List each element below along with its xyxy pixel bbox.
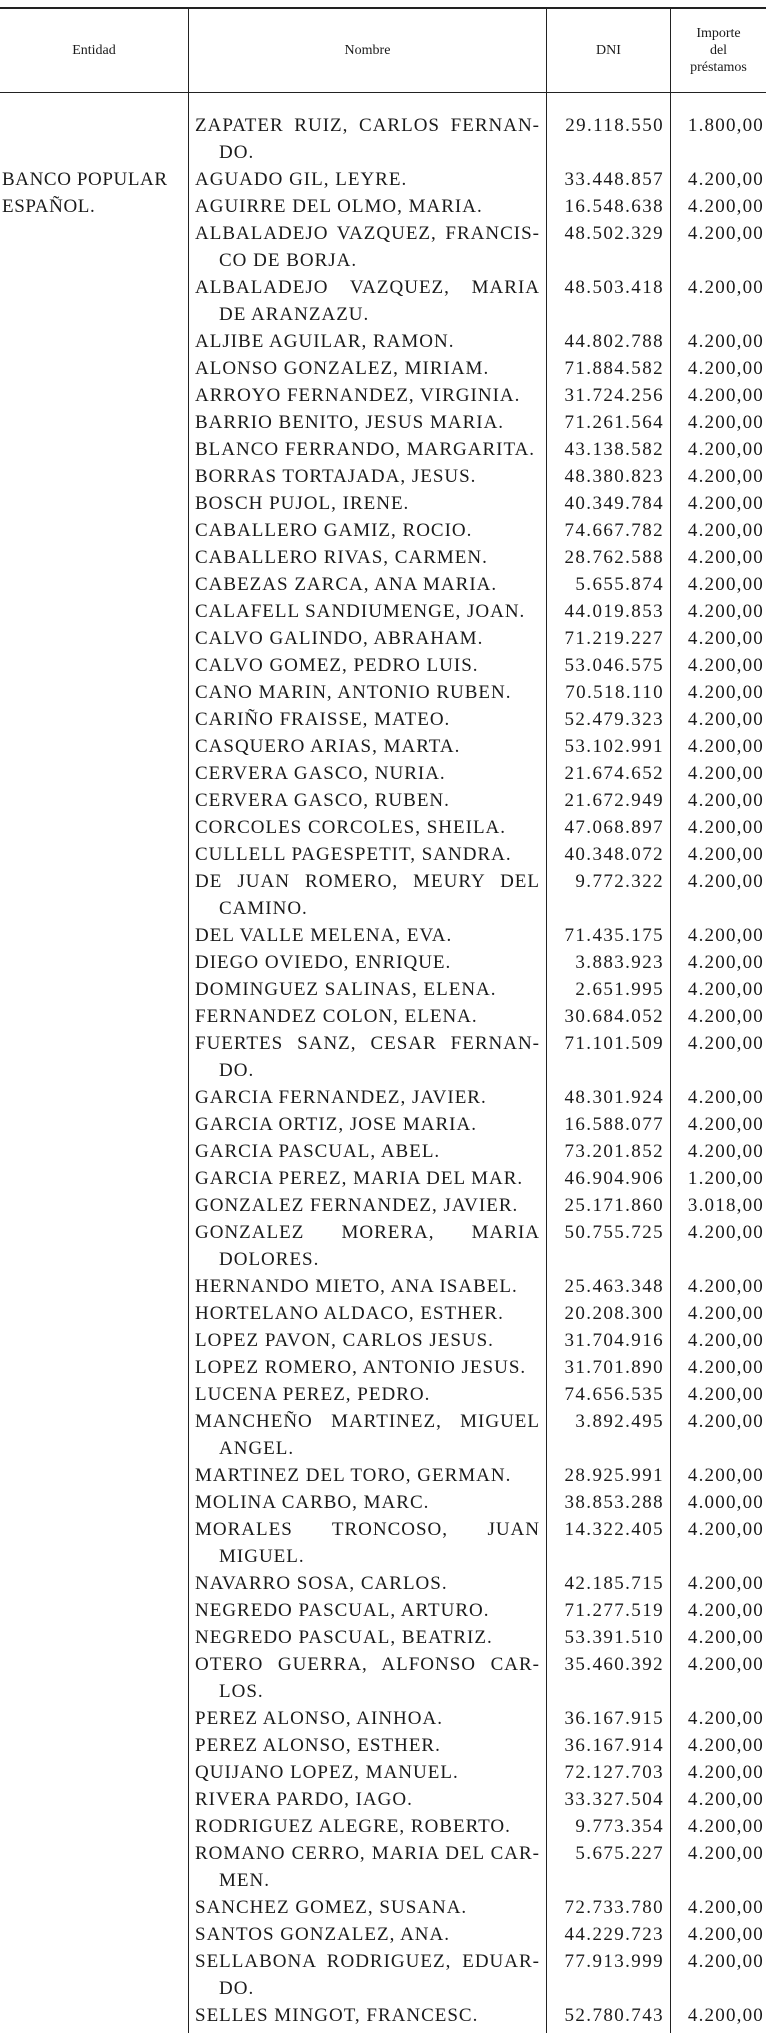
- row-importe: 4.200,00: [687, 952, 764, 973]
- row-name: CARIÑO FRAISSE, MATEO.: [195, 709, 451, 730]
- row-dni: 21.674.652: [564, 763, 664, 784]
- row-name: SELLES MINGOT, FRANCESC.: [195, 2005, 479, 2026]
- row-dni: 9.773.354: [575, 1816, 664, 1837]
- row-name-continuation: DO.: [219, 142, 255, 163]
- row-dni: 33.327.504: [564, 1789, 664, 1810]
- row-importe: 4.200,00: [687, 1789, 764, 1810]
- row-name: GARCIA PEREZ, MARIA DEL MAR.: [195, 1168, 524, 1189]
- row-importe: 4.200,00: [687, 709, 764, 730]
- row-name: MORALES TRONCOSO, JUAN: [195, 1519, 540, 1540]
- row-name: SANCHEZ GOMEZ, SUSANA.: [195, 1897, 468, 1918]
- row-dni: 44.229.723: [564, 1924, 664, 1945]
- row-dni: 36.167.915: [564, 1708, 664, 1729]
- row-name: BOSCH PUJOL, IRENE.: [195, 493, 410, 514]
- row-name: QUIJANO LOPEZ, MANUEL.: [195, 1762, 459, 1783]
- row-name: ALBALADEJO VAZQUEZ, MARIA: [195, 277, 540, 298]
- row-dni: 5.675.227: [575, 1843, 664, 1864]
- row-name: BARRIO BENITO, JESUS MARIA.: [195, 412, 505, 433]
- row-dni: 3.892.495: [575, 1411, 664, 1432]
- row-name: GONZALEZ FERNANDEZ, JAVIER.: [195, 1195, 519, 1216]
- row-importe: 4.200,00: [687, 223, 764, 244]
- row-importe: 4.200,00: [687, 790, 764, 811]
- row-dni: 44.802.788: [564, 331, 664, 352]
- row-dni: 70.518.110: [565, 682, 664, 703]
- row-dni: 53.391.510: [564, 1627, 664, 1648]
- row-name: ALBALADEJO VAZQUEZ, FRANCIS-: [195, 223, 540, 244]
- row-dni: 33.448.857: [564, 169, 664, 190]
- row-importe: 4.200,00: [687, 277, 764, 298]
- row-name: PEREZ ALONSO, ESTHER.: [195, 1735, 441, 1756]
- row-dni: 16.548.638: [564, 196, 664, 217]
- row-importe: 4.200,00: [687, 466, 764, 487]
- row-name: GARCIA PASCUAL, ABEL.: [195, 1141, 441, 1162]
- row-importe: 4.200,00: [687, 1897, 764, 1918]
- row-name-continuation: LOS.: [219, 1681, 264, 1702]
- row-name: SELLABONA RODRIGUEZ, EDUAR-: [195, 1951, 540, 1972]
- row-name: CORCOLES CORCOLES, SHEILA.: [195, 817, 507, 838]
- row-importe: 4.200,00: [687, 1519, 764, 1540]
- row-importe: 4.200,00: [687, 736, 764, 757]
- row-importe: 4.200,00: [687, 1006, 764, 1027]
- row-dni: 20.208.300: [564, 1303, 664, 1324]
- row-importe: 4.200,00: [687, 925, 764, 946]
- row-importe: 4.200,00: [687, 1708, 764, 1729]
- row-importe: 4.200,00: [687, 1600, 764, 1621]
- row-dni: 31.724.256: [564, 385, 664, 406]
- row-dni: 77.913.999: [564, 1951, 664, 1972]
- row-dni: 53.046.575: [564, 655, 664, 676]
- row-dni: 43.138.582: [564, 439, 664, 460]
- row-importe: 4.200,00: [687, 979, 764, 1000]
- row-dni: 72.127.703: [564, 1762, 664, 1783]
- header-importe-line: Importe: [696, 26, 741, 41]
- row-name: GONZALEZ MORERA, MARIA: [195, 1222, 540, 1243]
- row-importe: 4.200,00: [687, 763, 764, 784]
- row-name: CULLELL PAGESPETIT, SANDRA.: [195, 844, 512, 865]
- entidad-name: ESPAÑOL.: [2, 196, 96, 217]
- row-name: DE JUAN ROMERO, MEURY DEL: [195, 871, 540, 892]
- row-name: ZAPATER RUIZ, CARLOS FERNAN-: [195, 115, 540, 136]
- row-name-continuation: DOLORES.: [219, 1249, 320, 1270]
- row-name: LUCENA PEREZ, PEDRO.: [195, 1384, 431, 1405]
- row-name: ALONSO GONZALEZ, MIRIAM.: [195, 358, 490, 379]
- row-importe: 4.200,00: [687, 1465, 764, 1486]
- row-name: NEGREDO PASCUAL, BEATRIZ.: [195, 1627, 493, 1648]
- row-dni: 50.755.725: [564, 1222, 664, 1243]
- row-dni: 52.479.323: [564, 709, 664, 730]
- header-dni: DNI: [596, 43, 621, 58]
- row-dni: 71.101.509: [564, 1033, 664, 1054]
- row-dni: 46.904.906: [564, 1168, 664, 1189]
- row-dni: 5.655.874: [575, 574, 664, 595]
- row-dni: 48.502.329: [564, 223, 664, 244]
- row-importe: 4.200,00: [687, 1357, 764, 1378]
- row-dni: 40.349.784: [564, 493, 664, 514]
- row-dni: 28.925.991: [564, 1465, 664, 1486]
- row-name: MARTINEZ DEL TORO, GERMAN.: [195, 1465, 512, 1486]
- row-importe: 4.200,00: [687, 682, 764, 703]
- row-dni: 16.588.077: [564, 1114, 664, 1135]
- row-name-continuation: CAMINO.: [219, 898, 308, 919]
- row-name: PEREZ ALONSO, AINHOA.: [195, 1708, 443, 1729]
- row-dni: 25.171.860: [564, 1195, 664, 1216]
- row-dni: 48.301.924: [564, 1087, 664, 1108]
- row-name-continuation: DO.: [219, 1060, 255, 1081]
- row-dni: 74.656.535: [564, 1384, 664, 1405]
- row-dni: 71.277.519: [564, 1600, 664, 1621]
- row-name: CALAFELL SANDIUMENGE, JOAN.: [195, 601, 526, 622]
- row-importe: 4.200,00: [687, 871, 764, 892]
- row-name: HORTELANO ALDACO, ESTHER.: [195, 1303, 504, 1324]
- row-importe: 4.000,00: [687, 1492, 764, 1513]
- row-name: DOMINGUEZ SALINAS, ELENA.: [195, 979, 497, 1000]
- row-dni: 40.348.072: [564, 844, 664, 865]
- row-importe: 4.200,00: [687, 1033, 764, 1054]
- row-name: ARROYO FERNANDEZ, VIRGINIA.: [195, 385, 521, 406]
- row-name: NEGREDO PASCUAL, ARTURO.: [195, 1600, 490, 1621]
- row-dni: 14.322.405: [564, 1519, 664, 1540]
- row-importe: 4.200,00: [687, 1735, 764, 1756]
- row-importe: 4.200,00: [687, 1222, 764, 1243]
- row-name: CALVO GOMEZ, PEDRO LUIS.: [195, 655, 479, 676]
- row-name: OTERO GUERRA, ALFONSO CAR-: [195, 1654, 540, 1675]
- row-name-continuation: MEN.: [219, 1870, 270, 1891]
- row-dni: 53.102.991: [564, 736, 664, 757]
- row-name: CANO MARIN, ANTONIO RUBEN.: [195, 682, 512, 703]
- row-importe: 4.200,00: [687, 1843, 764, 1864]
- row-importe: 4.200,00: [687, 1384, 764, 1405]
- row-name: DIEGO OVIEDO, ENRIQUE.: [195, 952, 452, 973]
- row-importe: 1.200,00: [687, 1168, 764, 1189]
- row-name-continuation: MIGUEL.: [219, 1546, 305, 1567]
- row-name: SANTOS GONZALEZ, ANA.: [195, 1924, 450, 1945]
- row-importe: 4.200,00: [687, 601, 764, 622]
- row-importe: 4.200,00: [687, 1141, 764, 1162]
- row-name: CASQUERO ARIAS, MARTA.: [195, 736, 461, 757]
- row-importe: 4.200,00: [687, 1573, 764, 1594]
- row-importe: 4.200,00: [687, 1087, 764, 1108]
- row-dni: 38.853.288: [564, 1492, 664, 1513]
- row-name: CABALLERO RIVAS, CARMEN.: [195, 547, 488, 568]
- row-dni: 72.733.780: [564, 1897, 664, 1918]
- row-name: CERVERA GASCO, NURIA.: [195, 763, 446, 784]
- row-importe: 4.200,00: [687, 196, 764, 217]
- row-dni: 52.780.743: [564, 2005, 664, 2026]
- row-importe: 4.200,00: [687, 844, 764, 865]
- row-name: AGUIRRE DEL OLMO, MARIA.: [195, 196, 483, 217]
- row-dni: 71.435.175: [564, 925, 664, 946]
- row-name: LOPEZ PAVON, CARLOS JESUS.: [195, 1330, 494, 1351]
- row-name-continuation: ANGEL.: [219, 1438, 295, 1459]
- row-importe: 1.800,00: [687, 115, 764, 136]
- row-importe: 4.200,00: [687, 1330, 764, 1351]
- row-dni: 21.672.949: [564, 790, 664, 811]
- row-name: CABALLERO GAMIZ, ROCIO.: [195, 520, 473, 541]
- row-importe: 4.200,00: [687, 574, 764, 595]
- row-name: RODRIGUEZ ALEGRE, ROBERTO.: [195, 1816, 511, 1837]
- row-name: LOPEZ ROMERO, ANTONIO JESUS.: [195, 1357, 527, 1378]
- header-importe-line: préstamos: [690, 60, 747, 75]
- row-name: CALVO GALINDO, ABRAHAM.: [195, 628, 484, 649]
- row-name: ALJIBE AGUILAR, RAMON.: [195, 331, 455, 352]
- row-dni: 25.463.348: [564, 1276, 664, 1297]
- row-name: HERNANDO MIETO, ANA ISABEL.: [195, 1276, 518, 1297]
- row-name: CABEZAS ZARCA, ANA MARIA.: [195, 574, 498, 595]
- row-importe: 4.200,00: [687, 1276, 764, 1297]
- row-dni: 71.261.564: [564, 412, 664, 433]
- row-name: GARCIA ORTIZ, JOSE MARIA.: [195, 1114, 477, 1135]
- row-name: FERNANDEZ COLON, ELENA.: [195, 1006, 478, 1027]
- row-dni: 74.667.782: [564, 520, 664, 541]
- row-name: FUERTES SANZ, CESAR FERNAN-: [195, 1033, 540, 1054]
- row-name: AGUADO GIL, LEYRE.: [195, 169, 408, 190]
- row-importe: 3.018,00: [687, 1195, 764, 1216]
- row-importe: 4.200,00: [687, 1303, 764, 1324]
- row-name-continuation: CO DE BORJA.: [219, 250, 358, 271]
- row-importe: 4.200,00: [687, 1762, 764, 1783]
- row-importe: 4.200,00: [687, 2005, 764, 2026]
- row-dni: 48.503.418: [564, 277, 664, 298]
- row-dni: 31.701.890: [564, 1357, 664, 1378]
- row-importe: 4.200,00: [687, 412, 764, 433]
- row-dni: 35.460.392: [564, 1654, 664, 1675]
- row-importe: 4.200,00: [687, 331, 764, 352]
- row-importe: 4.200,00: [687, 1816, 764, 1837]
- row-name-continuation: DE ARANZAZU.: [219, 304, 370, 325]
- row-name: NAVARRO SOSA, CARLOS.: [195, 1573, 448, 1594]
- row-importe: 4.200,00: [687, 358, 764, 379]
- row-importe: 4.200,00: [687, 547, 764, 568]
- row-dni: 71.219.227: [564, 628, 664, 649]
- row-name: MANCHEÑO MARTINEZ, MIGUEL: [195, 1411, 540, 1432]
- row-name: GARCIA FERNANDEZ, JAVIER.: [195, 1087, 487, 1108]
- row-dni: 44.019.853: [564, 601, 664, 622]
- row-name: DEL VALLE MELENA, EVA.: [195, 925, 453, 946]
- row-importe: 4.200,00: [687, 439, 764, 460]
- row-dni: 48.380.823: [564, 466, 664, 487]
- row-dni: 73.201.852: [564, 1141, 664, 1162]
- row-name: CERVERA GASCO, RUBEN.: [195, 790, 450, 811]
- row-dni: 28.762.588: [564, 547, 664, 568]
- row-name: BLANCO FERRANDO, MARGARITA.: [195, 439, 536, 460]
- row-name-continuation: DO.: [219, 1978, 255, 1999]
- entidad-name: BANCO POPULAR: [2, 169, 168, 190]
- row-dni: 71.884.582: [564, 358, 664, 379]
- row-importe: 4.200,00: [687, 1951, 764, 1972]
- header-importe: [671, 8, 766, 93]
- row-dni: 36.167.914: [564, 1735, 664, 1756]
- row-dni: 29.118.550: [565, 115, 664, 136]
- row-importe: 4.200,00: [687, 1411, 764, 1432]
- row-dni: 30.684.052: [564, 1006, 664, 1027]
- row-importe: 4.200,00: [687, 169, 764, 190]
- row-importe: 4.200,00: [687, 1114, 764, 1135]
- row-dni: 31.704.916: [564, 1330, 664, 1351]
- column-divider: [188, 8, 189, 2033]
- row-importe: 4.200,00: [687, 385, 764, 406]
- row-importe: 4.200,00: [687, 493, 764, 514]
- row-importe: 4.200,00: [687, 817, 764, 838]
- header-nombre: Nombre: [344, 43, 391, 58]
- row-name: RIVERA PARDO, IAGO.: [195, 1789, 413, 1810]
- row-dni: 47.068.897: [564, 817, 664, 838]
- row-name: BORRAS TORTAJADA, JESUS.: [195, 466, 477, 487]
- row-dni: 42.185.715: [564, 1573, 664, 1594]
- row-importe: 4.200,00: [687, 1654, 764, 1675]
- row-name: MOLINA CARBO, MARC.: [195, 1492, 430, 1513]
- row-dni: 2.651.995: [575, 979, 664, 1000]
- row-dni: 3.883.923: [575, 952, 664, 973]
- row-importe: 4.200,00: [687, 628, 764, 649]
- row-importe: 4.200,00: [687, 655, 764, 676]
- header-importe-line: del: [709, 43, 728, 58]
- header-entidad: Entidad: [72, 43, 116, 58]
- row-importe: 4.200,00: [687, 1924, 764, 1945]
- row-importe: 4.200,00: [687, 520, 764, 541]
- row-dni: 9.772.322: [575, 871, 664, 892]
- row-name: ROMANO CERRO, MARIA DEL CAR-: [195, 1843, 540, 1864]
- row-importe: 4.200,00: [687, 1627, 764, 1648]
